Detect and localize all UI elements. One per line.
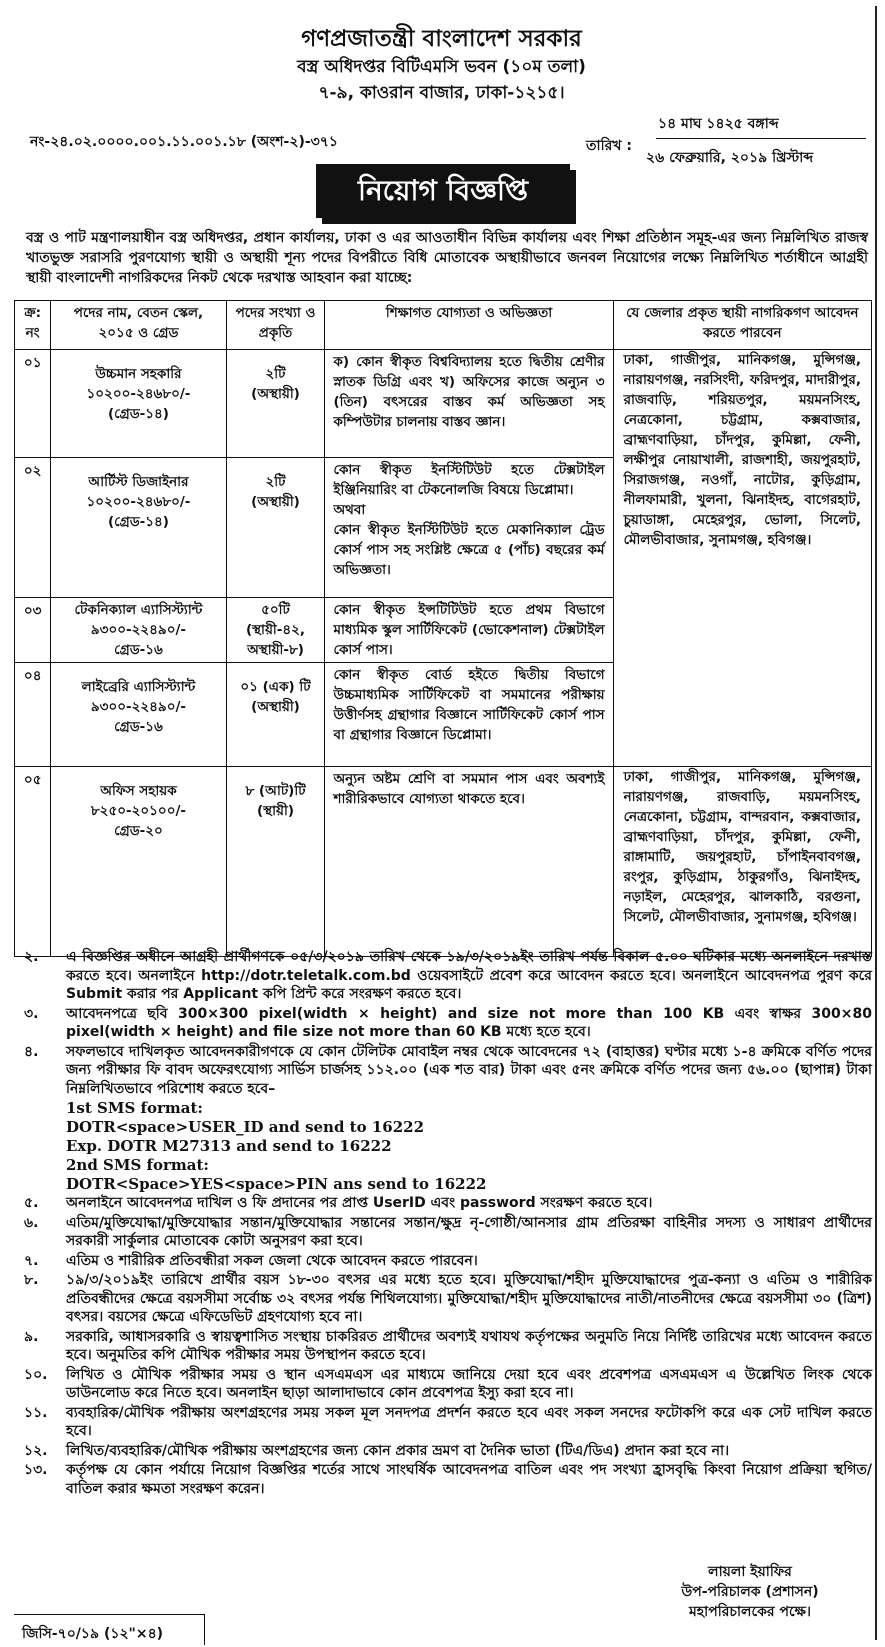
clause-number: ১১.	[24, 1404, 48, 1421]
header-post: পদের নাম, বেতন স্কেল, ২০১৫ ও গ্রেড	[51, 301, 226, 350]
qualification-alt: কোন স্বীকৃত ইনস্টিটিউট হতে মেকানিক্যাল ট্রেড কোর্স পাস সহ সংশ্লিষ্ট ক্ষেত্রে ৫ (পাঁচ) বছরের কর্ম অভিজ্ঞতা।	[333, 522, 605, 578]
row-sn: ০৩	[15, 598, 51, 663]
list-item	[20, 1461, 872, 1498]
table-row	[15, 350, 872, 458]
row-sn: ০৪	[15, 663, 51, 767]
clause-number: ৫.	[24, 1195, 39, 1211]
list-item	[20, 948, 872, 1004]
sms-first-example: Exp. DOTR M27313 and send to 16222	[66, 1137, 392, 1155]
notice-page	[8, 6, 877, 1640]
clause-number: ৬.	[24, 1214, 39, 1231]
row-count	[226, 598, 325, 663]
row-district-1-4: ঢাকা, গাজীপুর, মানিকগঞ্জ, মুন্সিগঞ্জ, নারায়ণগঞ্জ, নরসিংদী, ফরিদপুর, মাদারীপুর, রাজবাড়ি, শরিয়তপুর, ময়মনসিংহ, নেত্রকোনা, চট্টগ্রাম, কক্সবাজার, ব্রাহ্মণবাড়িয়া, চাঁদপুর, কুমিল্লা, ফেনী, লক্ষীপুর নোয়াখালী, রাজশাহী, জয়পুরহাট, সিরাজগঞ্জ, নওগাঁ, নাটোর, কুড়িগ্রাম, নীলফামারী, খুলনা, ঝিনাইদহ, বাগেরহাট, চুয়াডাঙ্গা, মেহেরপুর, ভোলা, সিলেট, মৌলভীবাজার, সুনামগঞ্জ, হবিগঞ্জ।	[613, 350, 871, 767]
clause-text: আবেদনপত্রে ছবি 300×300 pixel(width × height) and size not more than 100 KB এবং স্বাক্ষর 300×80 pixel(width × height) and file size not more than 60 KB মধ্যে হতে হবে।	[66, 1005, 872, 1040]
table-header-row	[15, 301, 872, 350]
list-item	[20, 1271, 872, 1327]
sms-first-format: DOTR<space>USER_ID and send to 16222	[66, 1118, 425, 1136]
clause-number: ৮.	[24, 1272, 39, 1288]
sms-second-title: 2nd SMS format:	[66, 1156, 209, 1174]
row-qualification: ক) কোন স্বীকৃত বিশ্ববিদ্যালয় হতে দ্বিতীয় শ্রেণীর স্নাতক ডিগ্রি এবং খ) অফিসের কাজে অন্যুন ৩ (তিন) বৎসরের বাস্তব কর্ম অভিজ্ঞতা সহ কম্পিউটার চালনায় বাস্তব জ্ঞান।	[325, 350, 613, 458]
date-english: ২৬ ফেব্রুয়ারি, ২০১৯ খ্রিস্টাব্দ	[646, 150, 814, 166]
clause-text: এতিম/মুক্তিযোদ্ধা/মুক্তিযোদ্ধার সন্তান/মুক্তিযোদ্ধার সন্তানের সন্তান/ক্ষুদ্র নৃ-গোষ্ঠী/আনসার গ্রাম প্রতিরক্ষা বাহিনীর সদস্য ও সাধারণ প্রার্থীদের সরকারী সার্কুলার মোতাবেক কোটা অনুসরণ করা হবে।	[66, 1214, 872, 1249]
clause-text: সরকারি, আধাসরকারি ও স্বায়ত্বশাসিত সংস্থায় চাকরিরত প্রার্থীদের অবশ্যই যথাযথ কর্তৃপক্ষের অনুমতি নিয়ে নির্দিষ্ট তারিখের মধ্যে আবেদন করতে হবে। অনুমতির কপি মৌখিক পরীক্ষার সময় উপস্থাপন করতে হবে।	[66, 1328, 872, 1363]
clause-text: লিখিত ও মৌখিক পরীক্ষার সময় ও স্থান এসএমএস এর মাধ্যমে জানিয়ে দেয়া হবে এবং প্রবেশপত্র এসএমএস এ উল্লেখিত লিংক থেকে ডাউনলোড করে নিতে হবে। অনলাইন ছাড়া আলাদাভাবে কোন প্রবেশপত্র ইস্যু করা হবে না।	[66, 1366, 872, 1401]
clause-number: ১২.	[24, 1442, 48, 1459]
post-count: ৮ (আট)টি	[245, 783, 306, 799]
post-nature: (অস্থায়ী)	[251, 386, 300, 402]
post-nature: (অস্থায়ী)	[251, 494, 300, 510]
notice-title: নিয়োগ বিজ্ঞপ্তি	[316, 164, 570, 218]
post-grade: গ্রেড-২০	[114, 823, 163, 839]
sms-second-format: DOTR<Space>YES<space>PIN ans send to 16222	[66, 1175, 487, 1193]
post-count: ৫০টি	[261, 602, 290, 618]
post-scale: ৯৩০০-২২৪৯০/-	[90, 699, 187, 715]
row-sn: ০১	[15, 350, 51, 458]
post-count: ২টি	[265, 474, 286, 490]
row-post	[51, 350, 226, 458]
post-grade: (গ্রেড-১৪)	[107, 406, 169, 422]
memo-number: নং-২৪.০২.০০০০.০০১.১১.০০১.১৮ (অংশ-২)-৩৭১	[30, 134, 338, 150]
table-row	[15, 767, 872, 957]
clause-number: ১৩.	[24, 1462, 48, 1478]
clause-text: সফলভাবে দাখিলকৃত আবেদনকারীগণকে যে কোন টেলিটক মোবাইল নম্বর থেকে আবেদনের ৭২ (বাহাত্তর) ঘণ্টার মধ্যে ১-৪ ক্রমিকে বর্ণিত পদের জন্য পরীক্ষার ফি বাবদ অফেরৎযোগ্য সার্ভিস চার্জসহ ১১২.০০ (এক শত বার) টাকা এবং ৫নং ক্রমিকে বর্ণিত পদের জন্য ৫৬.০০ (ছাপান্ন) টাকা নিম্নলিখিতভাবে পরিশোধ করতে হবে–	[66, 1043, 872, 1097]
date-block	[586, 110, 874, 170]
list-item	[20, 1366, 872, 1403]
post-count: ২টি	[265, 366, 286, 382]
row-count	[226, 458, 325, 598]
row-count	[226, 767, 325, 957]
signatory-designation: উপ-পরিচালক (প্রশাসন)	[681, 1584, 819, 1600]
row-district-5: ঢাকা, গাজীপুর, মানিকগঞ্জ, মুন্সিগঞ্জ, নারায়ণগঞ্জ, রাজবাড়ি, ময়মনসিংহ, নেত্রকোনা, চট্টগ্রাম, বান্দরবান, কক্সবাজার, ব্রাহ্মণবাড়িয়া, চাঁদপুর, কুমিল্লা, ফেনী, রাঙ্গামাটি, জয়পুরহাট, চাঁপাইনবাবগঞ্জ, রংপুর, কুড়িগ্রাম, ঠাকুরগাঁও, ঝিনাইদহ, নড়াইল, মেহেরপুর, ঝালকাঠি, বরগুনা, সিলেট, মৌলভীবাজার, সুনামগঞ্জ, হবিগঞ্জ।	[613, 767, 871, 957]
post-nature: (স্থায়ী)	[257, 803, 295, 819]
row-qualification: কোন স্বীকৃত ইন্সটিটিউট হতে প্রথম বিভাগে মাধ্যমিক স্কুল সার্টিফিকেট (ভোকেশনাল) টেক্সটাইল কোর্স পাস।	[325, 598, 613, 663]
row-sn: ০২	[15, 458, 51, 598]
header-sn: ক্র: নং	[15, 301, 51, 350]
list-item	[20, 1043, 872, 1099]
list-item	[20, 1442, 872, 1461]
date-label: তারিখ :	[586, 138, 632, 154]
date-divider	[656, 138, 866, 139]
row-qualification: কোন স্বীকৃত বোর্ড হইতে দ্বিতীয় বিভাগে উচ্চমাধ্যমিক সার্টিফিকেট বা সমমানের পরীক্ষায় উত্তীর্ণসহ গ্রন্থাগার বিজ্ঞানে সার্টিফিকেট কোর্স পাস বা গ্রন্থাগার বিজ্ঞানে ডিপ্লোমা।	[325, 663, 613, 767]
header-count: পদের সংখ্যা ও প্রকৃতি	[226, 301, 325, 350]
clause-number: ৪.	[24, 1043, 39, 1060]
post-name: লাইব্রেরি এ্যাসিস্ট্যান্ট	[81, 679, 196, 695]
header	[8, 24, 875, 106]
post-nature: (স্থায়ী-৪২, অস্থায়ী-৮)	[245, 622, 306, 658]
row-sn: ০৫	[15, 767, 51, 957]
clauses-list	[20, 948, 872, 1499]
gd-number: জিসি-৭০/১৯ (১২"×৪)	[22, 1626, 164, 1642]
post-name: উচ্চমান সহকারি	[95, 366, 182, 382]
signature	[630, 1562, 870, 1622]
sms-first-title: 1st SMS format:	[66, 1099, 203, 1117]
post-scale: ১০২০০-২৪৬৮০/-	[86, 386, 191, 402]
sms-format-block	[66, 1099, 872, 1194]
clause-number: ২.	[24, 949, 39, 965]
list-item	[20, 1328, 872, 1365]
row-post	[51, 458, 226, 598]
clause-number: ১০.	[24, 1366, 48, 1383]
post-scale: ৯৩০০-২২৪৯০/-	[90, 622, 187, 638]
post-grade: (গ্রেড-১৪)	[107, 514, 169, 530]
post-grade: গ্রেড-১৬	[114, 719, 163, 735]
posts-table	[14, 300, 872, 957]
row-count	[226, 663, 325, 767]
clause-number: ৯.	[24, 1328, 39, 1345]
post-grade: গ্রেড-১৬	[114, 642, 163, 658]
clause-text: লিখিত/ব্যবহারিক/মৌখিক পরীক্ষায় অংশগ্রহণের জন্য কোন প্রকার ভ্রমণ বা দৈনিক ভাতা (টিএ/ডিএ) প্রদান করা হবে না।	[66, 1442, 730, 1459]
clause-text: অনলাইনে আবেদনপত্র দাখিল ও ফি প্রদানের পর প্রাপ্ত UserID এবং password সংরক্ষণ করতে হবে।	[66, 1195, 653, 1211]
office-address: ৭-৯, কাওরান বাজার, ঢাকা-১২১৫।	[318, 83, 565, 103]
list-item	[20, 1194, 872, 1213]
post-name: আর্টিস্ট ডিজাইনার	[88, 474, 189, 490]
row-post	[51, 767, 226, 957]
list-item	[20, 1214, 872, 1251]
post-scale: ৮২৫০-২০১০০/-	[90, 803, 187, 819]
row-qualification: অন্যুন অষ্টম শ্রেণি বা সমমান পাস এবং অবশ্যই শারীরিকভাবে যোগ্যতা থাকতে হবে।	[325, 767, 613, 957]
row-count	[226, 350, 325, 458]
date-bangla: ১৪ মাঘ ১৪২৫ বঙ্গাব্দ	[658, 116, 779, 132]
office-name: বস্ত্র অধিদপ্তর বিটিএমসি ভবন (১০ম তলা)	[297, 57, 586, 77]
post-nature: (অস্থায়ী)	[251, 699, 300, 715]
clause-text: ১৯/৩/২০১৯ইং তারিখে প্রার্থীর বয়স ১৮-৩০ বৎসর এর মধ্যে হতে হবে। মুক্তিযোদ্ধা/শহীদ মুক্তিযোদ্ধাদের পুত্র-কন্যা ও এতিম ও শারীরিক প্রতিবন্ধীদের ক্ষেত্রে বয়সসীমা সর্বোচ্চ ৩২ বৎসর পর্যন্ত শিথিলযোগ্য। মুক্তিযোদ্ধা/শহীদ মুক্তিযোদ্ধাদের নাতী/নাতনীদের ক্ষেত্রে বয়সসীমা ৩০ (ত্রিশ) বৎসর। বয়সের ক্ষেত্রে এফিডেভিট গ্রহণযোগ্য হবে না।	[66, 1272, 872, 1325]
list-item	[20, 1404, 872, 1441]
clause-text: এতিম ও শারীরিক প্রতিবন্ধীরা সকল জেলা থেকে আবেদন করতে পারবেন।	[66, 1252, 478, 1269]
signatory-on-behalf: মহাপরিচালকের পক্ষে।	[689, 1604, 811, 1620]
post-scale: ১০২০০-২৪৬৮০/-	[86, 494, 191, 510]
list-item	[20, 1005, 872, 1042]
clause-text: কর্তৃপক্ষ যে কোন পর্যায়ে নিয়োগ বিজ্ঞপ্তির শর্তের সাথে সাংঘর্ষিক আবেদনপত্র বাতিল এবং পদ সংখ্যা হ্রাসবৃদ্ধি কিংবা নিয়োগ প্রক্রিয়া স্থগিত/বাতিল করার ক্ষমতা সংরক্ষণ করেন।	[66, 1462, 872, 1497]
post-name: টেকনিক্যাল এ্যাসিস্ট্যান্ট	[74, 602, 203, 618]
clause-number: ৩.	[24, 1005, 39, 1022]
government-name: গণপ্রজাতন্ত্রী বাংলাদেশ সরকার	[301, 26, 582, 52]
header-district: যে জেলার প্রকৃত স্থায়ী নাগরিকগণ আবেদন করতে পারবেন	[613, 301, 871, 350]
clause-number: ৭.	[24, 1252, 39, 1269]
signatory-name: লায়লা ইয়াফির	[708, 1564, 792, 1580]
list-item	[20, 1252, 872, 1271]
qualification-or: অথবা	[333, 502, 366, 518]
intro-paragraph: বস্ত্র ও পাট মন্ত্রণালয়াধীন বস্ত্র অধিদপ্তর, প্রধান কার্যালয়, ঢাকা ও এর আওতাধীন বিভিন্ন কার্যালয় এবং শিক্ষা প্রতিষ্ঠান সমূহ-এর জন্য নিম্নলিখিত রাজস্ব খাতভুক্ত সরাসরি পুরণযোগ্য স্থায়ী ও অস্থায়ী শূন্য পদের বিপরীতে বিধি মোতাবেক অস্থায়ীভাবে জনবল নিয়োগের লক্ষ্যে নিম্নলিখিত শর্তাধীনে আগ্রহী স্থায়ী বাংলাদেশী নাগরিকদের নিকট থেকে দরখাস্ত আহবান করা যাচ্ছে:	[26, 230, 868, 286]
clause-text: ব্যবহারিক/মৌখিক পরীক্ষায় অংশগ্রহণের সময় সকল মূল সনদপত্র প্রদর্শন করতে হবে এবং সকল সনদের ফটোকপি করে এক সেট দাখিল করতে হবে।	[66, 1404, 872, 1439]
row-post	[51, 663, 226, 767]
header-qualification: শিক্ষাগত যোগ্যতা ও অভিজ্ঞতা	[325, 301, 613, 350]
qualification-main: কোন স্বীকৃত ইনস্টিটিউট হতে টেক্সটাইল ইঞ্জিনিয়ারিং বা টেকনোলজি বিষয়ে ডিপ্লোমা।	[333, 462, 605, 498]
clause-text: এ বিজ্ঞপ্তির অধীনে আগ্রহী প্রার্থীগণকে ০৫/৩/২০১৯ তারিখ থেকে ১৯/৩/২০১৯ইং তারিখ পর্যন্ত বিকাল ৫.০০ ঘটিকার মধ্যে অনলাইনে দরখাস্ত করতে হবে। অনলাইনে http://dotr.teletalk.com.bd ওয়েবসাইটে প্রবেশ করে আবেদন করতে হবে। অনলাইনে আবেদনপত্র পুরণ করে Submit করার পর Applicant কপি প্রিন্ট করে সংরক্ষণ করতে হবে।	[66, 949, 872, 1002]
row-post	[51, 598, 226, 663]
row-qualification	[325, 458, 613, 598]
post-count: ০১ (এক) টি	[240, 679, 311, 695]
post-name: অফিস সহায়ক	[100, 783, 177, 799]
